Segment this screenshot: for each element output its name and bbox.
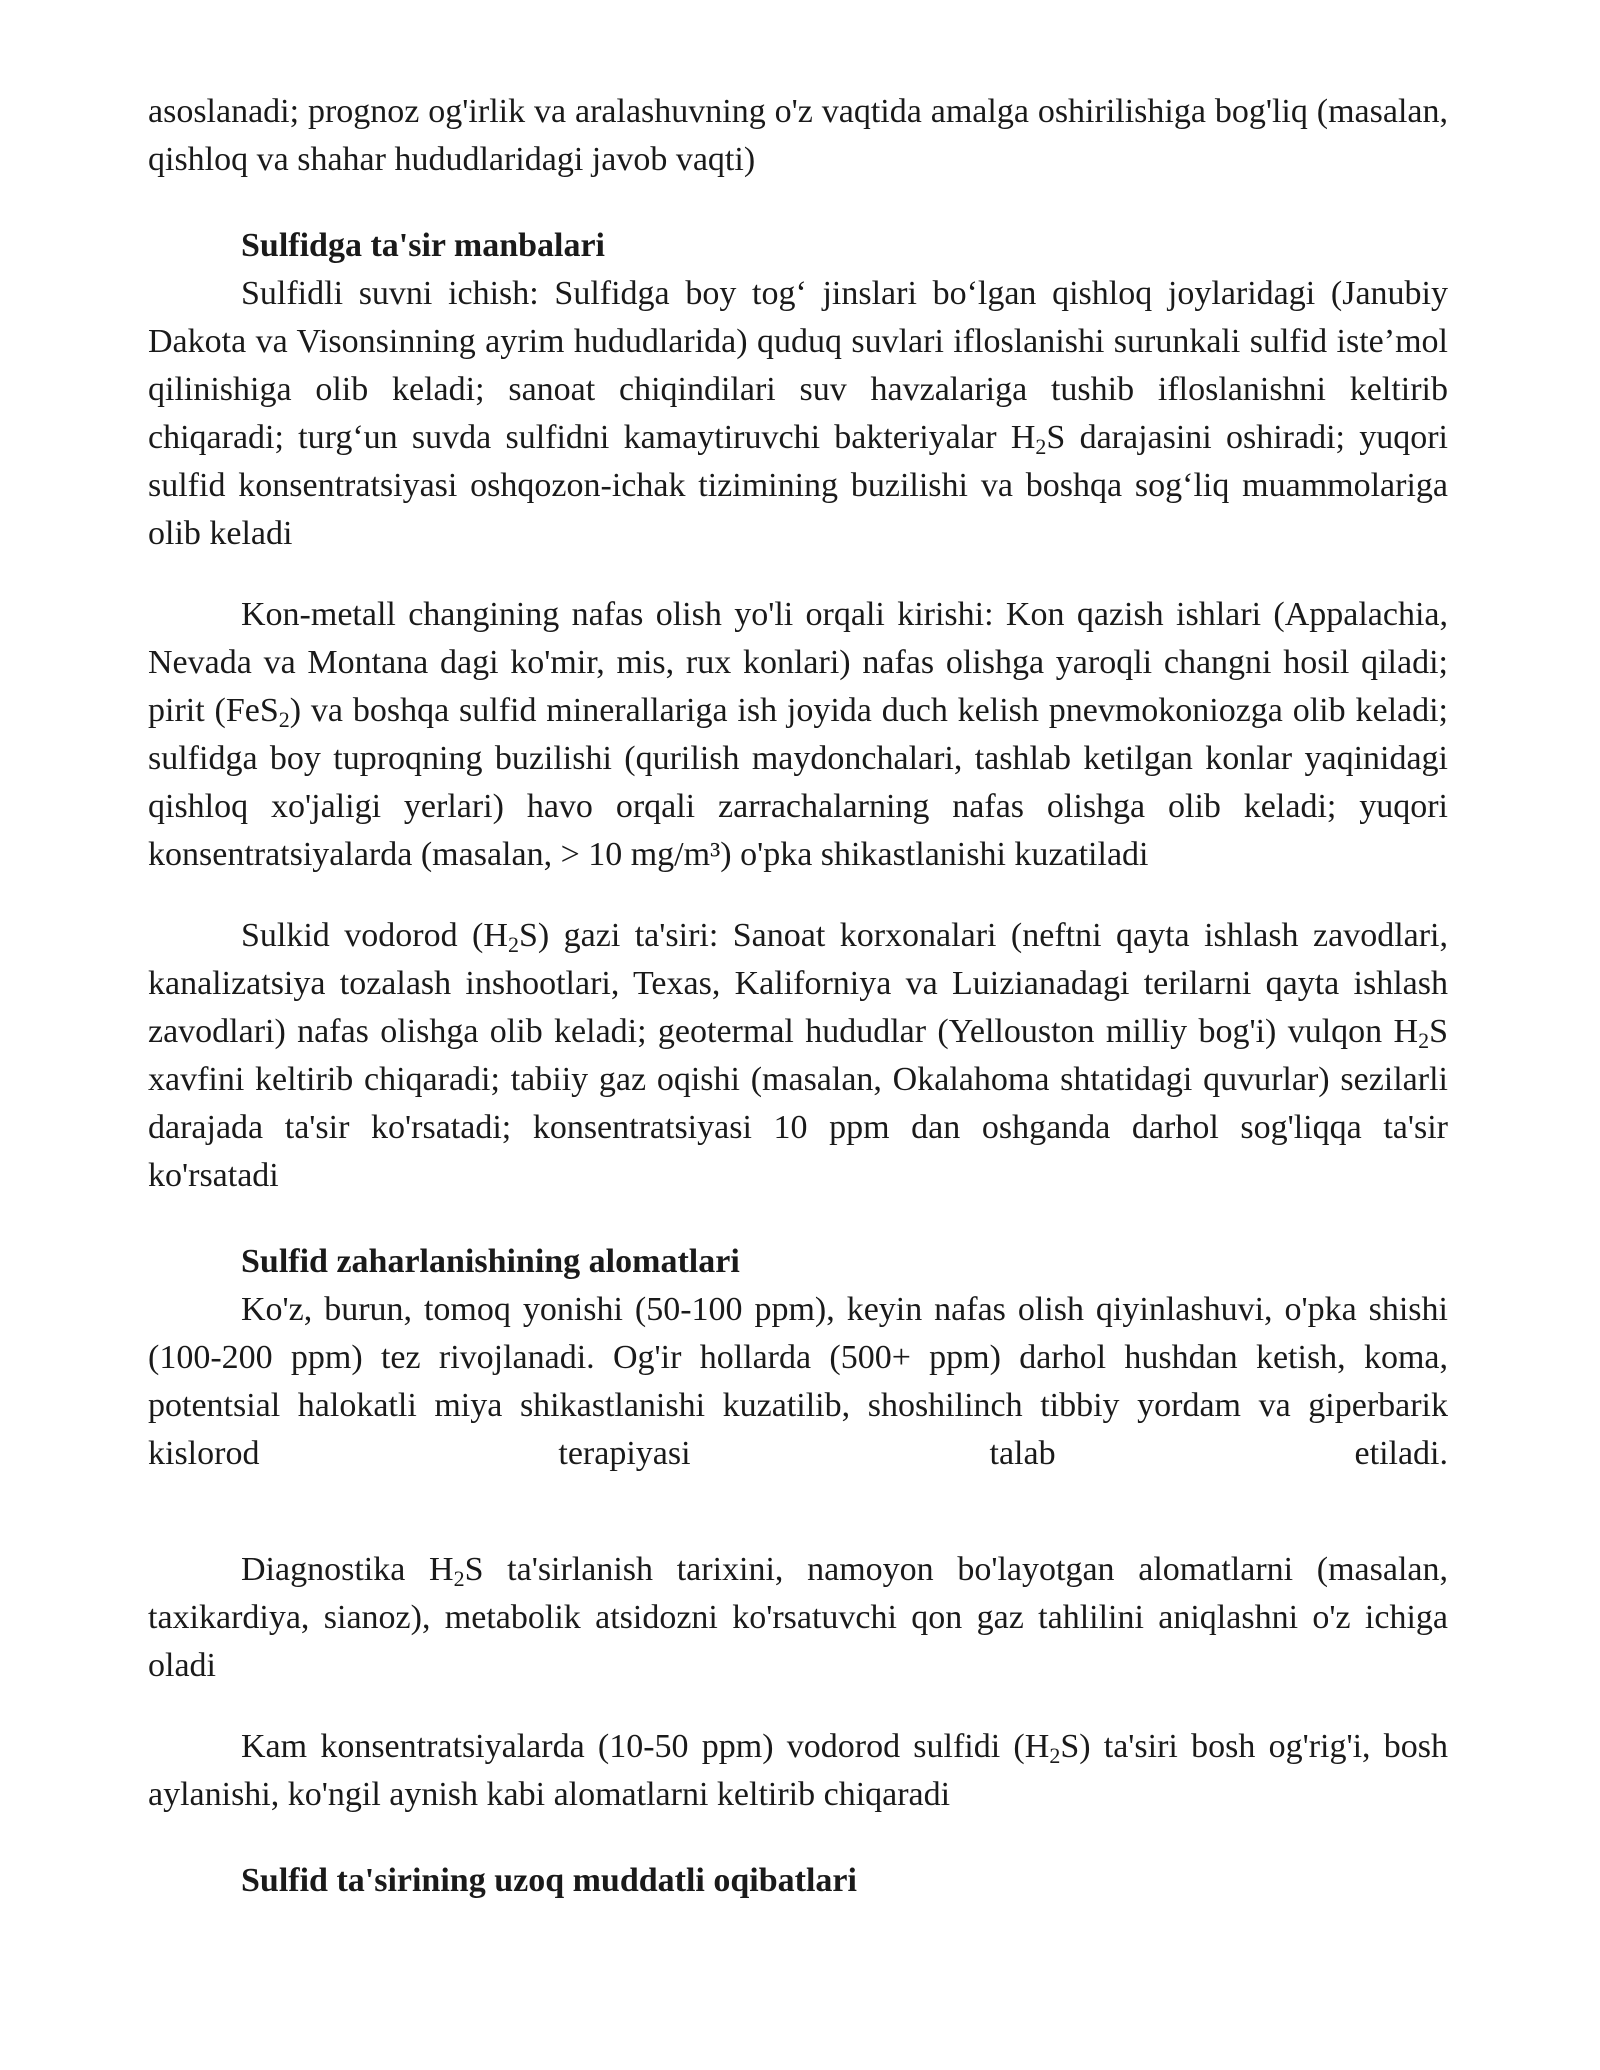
paragraph-mine-dust [148,591,1448,879]
subscript: 2 [1035,434,1047,459]
text-segment: S) gazi ta'siri: Sanoat korxonalari (neftni qayta ishlash zavodlari, kanalizatsiya tozalash inshootlari, Texas, Kaliforniya va Luizianadagi terilarni qayta ishlash zavodlari) nafas olishga olib keladi; geotermal hududlar (Yellouston milliy bog'i) vulqon H [148,917,1448,1050]
text-segment: Sulfidli suvni ichish: Sulfidga boy tog‘ jinslari bo‘lgan qishloq joylaridagi (Janubiy Dakota va Visonsinning ayrim hududlarida) quduq suvlari ifloslanishi surunkali sulfid iste’mol qilinishiga olib keladi; sanoat chiqindilari suv havzalariga tushib ifloslanishni keltirib chiqaradi; turg‘un suvda sulfidni kamaytiruvchi bakteriyalar H [148,275,1448,456]
text-segment: Sulkid vodorod (H [241,917,508,954]
text-segment: S darajasini oshiradi; yuqori sulfid konsentratsiyasi oshqozon-ichak tizimining buzilishi va boshqa sog‘liq muammolariga olib keladi [148,419,1449,552]
subscript: 2 [1049,1743,1061,1768]
text-segment: Kon-metall changining nafas olish yo'li orqali kirishi: Kon qazish ishlari (Appalachia, Nevada va Montana dagi ko'mir, mis, rux konlari) nafas olishga yaroqli changni hosil qiladi; pirit (FeS [148,596,1448,729]
text-segment: Diagnostika H [241,1551,454,1588]
heading-long-term-effects: Sulfid ta'sirining uzoq muddatli oqibatlari [241,1862,857,1899]
paragraph-h2s-gas [148,912,1448,1200]
text-segment: ) va boshqa sulfid minerallariga ish joyida duch kelish pnevmokoniozga olib keladi; sulfidga boy tuproqning buzilishi (qurilish maydonchalari, tashlab ketilgan konlar yaqinidagi qishloq xo'jaligi yerlari) havo orqali zarrachalarning nafas olishga olib keladi; yuqori konsentratsiyalarda (masalan, > 10 mg/m³) o'pka shikastlanishi kuzatiladi [148,692,1448,873]
subscript: 2 [1418,1028,1430,1053]
paragraph-low-concentration [148,1723,1448,1819]
text-segment: Kam konsentratsiyalarda (10-50 ppm) vodorod sulfidi (H [241,1728,1050,1765]
paragraph-diagnostics [148,1546,1448,1690]
subscript: 2 [278,707,290,732]
paragraph-symptoms: Ko'z, burun, tomoq yonishi (50-100 ppm), keyin nafas olish qiyinlashuvi, o'pka shishi (100-200 ppm) tez rivojlanadi. Og'ir hollarda (500+ ppm) darhol hushdan ketish, koma, potentsial halokatli miya shikastlanishi kuzatilib, shoshilinch tibbiy yordam va giperbarik kislorod terapiyasi talab etiladi. [148,1291,1448,1472]
text-segment: S ta'sirlanish tarixini, namoyon bo'layotgan alomatlarni (masalan, taxikardiya, sianoz), metabolik atsidozni ko'rsatuvchi qon gaz tahlilini aniqlashni o'z ichiga oladi [148,1551,1448,1684]
paragraph-intro-continuation: asoslanadi; prognoz og'irlik va aralashuvning o'z vaqtida amalga oshirilishiga bog'liq (masalan, qishloq va shahar hududlaridagi javob vaqti) [148,93,1448,178]
text-segment: S) ta'siri bosh og'rig'i, bosh aylanishi, ko'ngil aynish kabi alomatlarni keltirib chiqaradi [148,1728,1448,1813]
subscript: 2 [453,1566,465,1591]
subscript: 2 [507,932,519,957]
paragraph-sulfide-water [148,270,1448,558]
heading-poisoning-symptoms: Sulfid zaharlanishining alomatlari [241,1243,740,1280]
text-segment: S xavfini keltirib chiqaradi; tabiiy gaz oqishi (masalan, Okalahoma shtatidagi quvurlar) sezilarli darajada ta'sir ko'rsatadi; konsentratsiyasi 10 ppm dan oshganda darhol sog'liqqa ta'sir ko'rsatadi [148,1013,1448,1194]
heading-sulfide-exposure-sources: Sulfidga ta'sir manbalari [241,227,605,264]
document-page [148,88,1448,1905]
